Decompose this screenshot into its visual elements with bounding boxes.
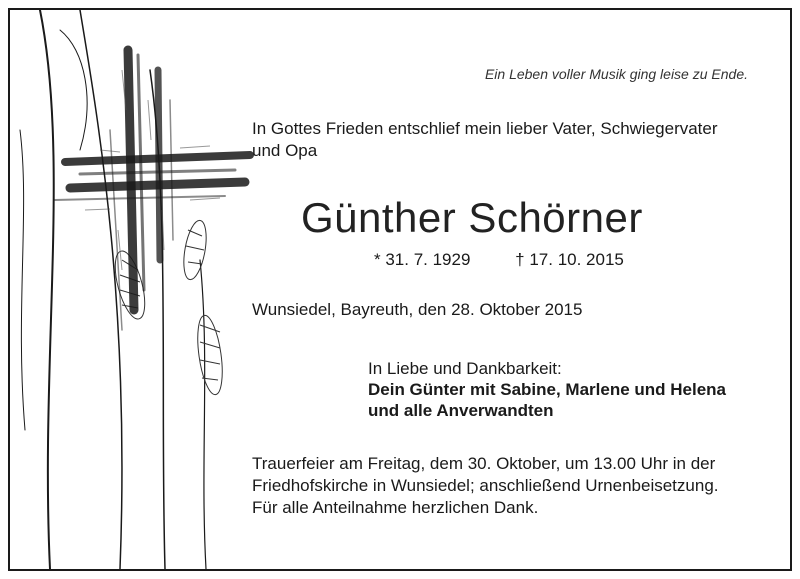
signed-line: und alle Anverwandten bbox=[368, 401, 554, 420]
thanks-intro: In Liebe und Dankbarkeit: bbox=[368, 359, 562, 378]
intro-line: und Opa bbox=[252, 141, 318, 160]
life-dates bbox=[374, 250, 624, 270]
motto: Ein Leben voller Musik ging leise zu Ende. bbox=[484, 66, 748, 82]
cross-with-wheat-icon bbox=[10, 10, 270, 569]
place-and-date: Wunsiedel, Bayreuth, den 28. Oktober 2015 bbox=[252, 300, 583, 319]
mourners-block bbox=[368, 358, 726, 421]
intro-line: In Gottes Frieden entschlief mein lieber Vater, Schwiegervater bbox=[252, 119, 718, 138]
funeral-line: Friedhofskirche in Wunsiedel; anschließend Urnenbeisetzung. bbox=[252, 476, 719, 495]
deceased-name: Günther Schörner bbox=[301, 194, 643, 241]
death-date: † 17. 10. 2015 bbox=[515, 250, 624, 269]
intro-text bbox=[252, 118, 772, 162]
funeral-line: Trauerfeier am Freitag, dem 30. Oktober, um 13.00 Uhr in der bbox=[252, 454, 716, 473]
funeral-line: Für alle Anteilnahme herzlichen Dank. bbox=[252, 498, 539, 517]
birth-date: * 31. 7. 1929 bbox=[374, 250, 471, 269]
obituary-notice bbox=[8, 8, 792, 571]
signed-line: Dein Günter mit Sabine, Marlene und Helena bbox=[368, 380, 727, 399]
funeral-info bbox=[252, 453, 719, 519]
